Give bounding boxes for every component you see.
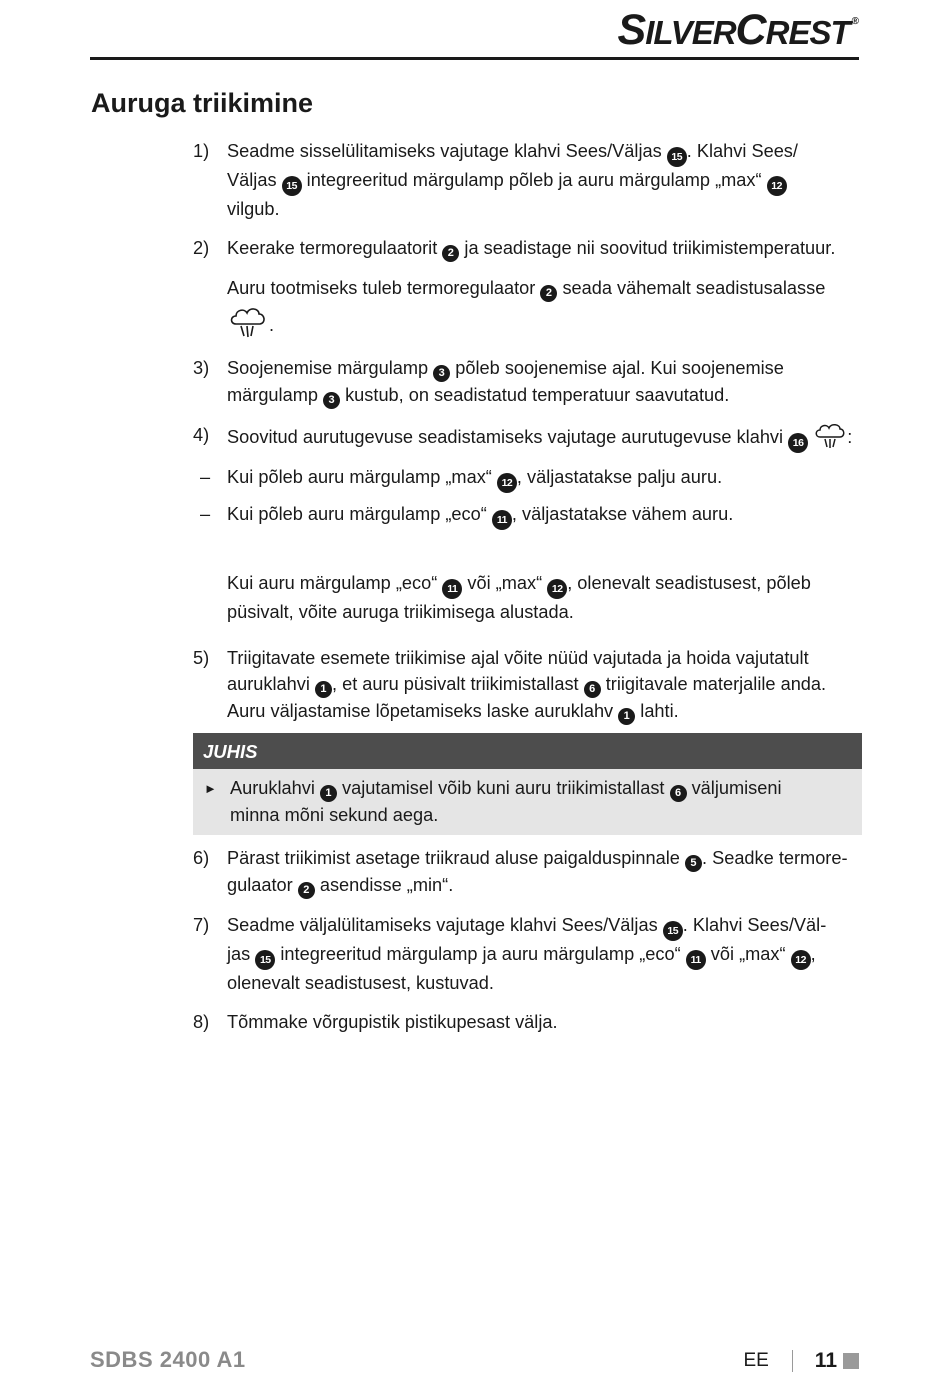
text-run: integreeritud märgulamp põleb ja auru märgulamp „max“ <box>301 170 767 190</box>
step-subtext <box>227 275 862 347</box>
footer-language: EE <box>743 1350 769 1371</box>
text-run: Kui auru märgulamp „eco“ <box>227 573 443 593</box>
paragraph <box>227 570 862 625</box>
text-run: gulaator <box>227 875 298 895</box>
callout-1: 1 <box>315 681 332 698</box>
step-text <box>227 355 862 409</box>
text-run: Pärast triikimist asetage triikraud aluse paigalduspinnale <box>227 848 685 868</box>
step-5 <box>193 645 862 725</box>
text-run: Kui põleb auru märgulamp „eco“ <box>227 504 492 524</box>
callout-15: 15 <box>255 950 275 970</box>
text-run: integreeritud märgulamp ja auru märgulamp „eco“ <box>275 944 686 964</box>
text-run: Auru väljastamise lõpetamiseks laske auruklahv <box>227 701 619 721</box>
callout-6: 6 <box>584 681 601 698</box>
callout-12: 12 <box>791 950 811 970</box>
callout-11: 11 <box>442 579 462 599</box>
text-run: püsivalt, võite auruga triikimisega alustada. <box>227 602 574 622</box>
text-run: kustub, on seadistatud temperatuur saavutatud. <box>340 385 730 405</box>
logo-part-1: S <box>617 6 646 54</box>
text-run: väljumiseni <box>686 778 782 798</box>
step-text <box>227 845 862 899</box>
text-run: . <box>269 315 275 335</box>
logo-part-3: C <box>735 6 766 54</box>
text-run: auruklahvi <box>227 674 315 694</box>
callout-11: 11 <box>686 950 706 970</box>
step-3 <box>193 355 862 409</box>
logo-part-2: ILVER <box>645 14 736 51</box>
callout-5: 5 <box>685 855 702 872</box>
text-run: Keerake termoregulaatorit <box>227 238 443 258</box>
callout-3: 3 <box>323 392 340 409</box>
step-text <box>227 235 862 262</box>
text-run: Kui põleb auru märgulamp „max“ <box>227 467 497 487</box>
header-rule <box>90 57 859 60</box>
callout-16: 16 <box>788 433 808 453</box>
note-text <box>230 775 852 828</box>
text-run: olenevalt seadistusest, kustuvad. <box>227 973 494 993</box>
step-number: 4) <box>193 425 210 445</box>
text-run: . Seadke termore- <box>701 848 848 868</box>
steam-setting-icon <box>227 302 269 347</box>
text-run: Seadme väljalülitamiseks vajutage klahvi Sees/Väljas <box>227 915 663 935</box>
footer-divider <box>792 1350 793 1372</box>
text-run: põleb soojenemise ajal. Kui soojenemise <box>450 358 784 378</box>
text-run: lahti. <box>635 701 679 721</box>
callout-2: 2 <box>442 245 459 262</box>
step-text <box>227 422 862 457</box>
text-run: Tõmmake võrgupistik pistikupesast välja. <box>227 1012 558 1032</box>
callout-1: 1 <box>618 708 635 725</box>
text-run: seada vähemalt seadistusalasse <box>557 278 826 298</box>
text-run: , väljastatakse vähem auru. <box>511 504 734 524</box>
note-heading: JUHIS <box>193 733 862 769</box>
text-run: Auru tootmiseks tuleb termoregulaator <box>227 278 541 298</box>
text-run: vilgub. <box>227 199 280 219</box>
text-run: Seadme sisselülitamiseks vajutage klahvi Sees/Väljas <box>227 141 667 161</box>
dash-text <box>227 464 862 493</box>
text-run: vajutamisel võib kuni auru triikimistallast <box>336 778 670 798</box>
step-text <box>227 645 862 725</box>
step-4-continuation <box>193 570 862 625</box>
step-number: 1) <box>193 141 210 161</box>
footer-page-number: 11 <box>814 1349 837 1372</box>
text-run: Triigitavate esemete triikimise ajal võite nüüd vajutada ja hoida vajutatult <box>227 648 809 668</box>
callout-1: 1 <box>320 785 337 802</box>
text-run: Auruklahvi <box>230 778 320 798</box>
text-run: . Klahvi Sees/ <box>686 141 798 161</box>
text-run: , olenevalt seadistusest, põleb <box>567 573 811 593</box>
callout-2: 2 <box>298 882 315 899</box>
callout-2: 2 <box>540 285 557 302</box>
note-box <box>193 733 862 835</box>
text-run: : <box>847 427 853 447</box>
callout-15: 15 <box>663 921 683 941</box>
text-run: või „max“ <box>462 573 548 593</box>
step-4 <box>193 422 862 457</box>
dash-item-eco <box>193 501 862 530</box>
text-run: , et auru püsivalt triikimistallast <box>331 674 584 694</box>
callout-12: 12 <box>497 473 517 493</box>
dash-item-max <box>193 464 862 493</box>
text-run: Soovitud aurutugevuse seadistamiseks vajutage aurutugevuse klahvi <box>227 427 789 447</box>
callout-12: 12 <box>767 176 787 196</box>
callout-15: 15 <box>282 176 302 196</box>
triangle-bullet-icon: ► <box>204 781 217 796</box>
step-text <box>227 138 862 222</box>
dash-mark: – <box>200 504 211 524</box>
step-number: 8) <box>193 1012 210 1032</box>
step-number: 3) <box>193 358 210 378</box>
text-run: . Klahvi Sees/Väl- <box>682 915 827 935</box>
step-text <box>227 912 862 996</box>
text-run: asendisse „min“. <box>314 875 454 895</box>
page-title: Auruga triikimine <box>91 88 314 118</box>
text-run: ja seadistage nii soovitud triikimistemperatuur. <box>459 238 836 258</box>
silvercrest-logo <box>618 6 859 55</box>
callout-11: 11 <box>492 510 512 530</box>
main-content <box>193 138 862 1035</box>
step-number: 5) <box>193 648 210 668</box>
step-number: 6) <box>193 848 210 868</box>
step-1 <box>193 138 862 222</box>
step-8 <box>193 1009 862 1035</box>
callout-12: 12 <box>547 579 567 599</box>
text-run: , <box>810 944 816 964</box>
footer-pagination <box>743 1347 859 1375</box>
text-run: triigitavale materjalile anda. <box>600 674 827 694</box>
callout-15: 15 <box>667 147 687 167</box>
step-2 <box>193 235 862 347</box>
text-run: Soojenemise märgulamp <box>227 358 434 378</box>
step-number: 2) <box>193 238 210 258</box>
text-run: minna mõni sekund aega. <box>230 805 439 825</box>
callout-6: 6 <box>670 785 687 802</box>
note-body <box>193 769 862 835</box>
callout-3: 3 <box>433 365 450 382</box>
logo-part-4: REST <box>765 14 850 51</box>
text-run: jas <box>227 944 256 964</box>
steam-button-icon <box>813 422 847 457</box>
text-run: märgulamp <box>227 385 324 405</box>
text-run: , väljastatakse palju auru. <box>516 467 723 487</box>
dash-mark: – <box>200 467 211 487</box>
step-text <box>227 1009 862 1035</box>
logo-registered: ® <box>851 16 858 27</box>
footer-model-number: SDBS 2400 A1 <box>90 1347 246 1372</box>
step-7 <box>193 912 862 996</box>
step-6 <box>193 845 862 899</box>
step-number: 7) <box>193 915 210 935</box>
text-run: Väljas <box>227 170 282 190</box>
dash-text <box>227 501 862 530</box>
text-run: või „max“ <box>705 944 791 964</box>
footer-square-icon <box>843 1353 859 1369</box>
